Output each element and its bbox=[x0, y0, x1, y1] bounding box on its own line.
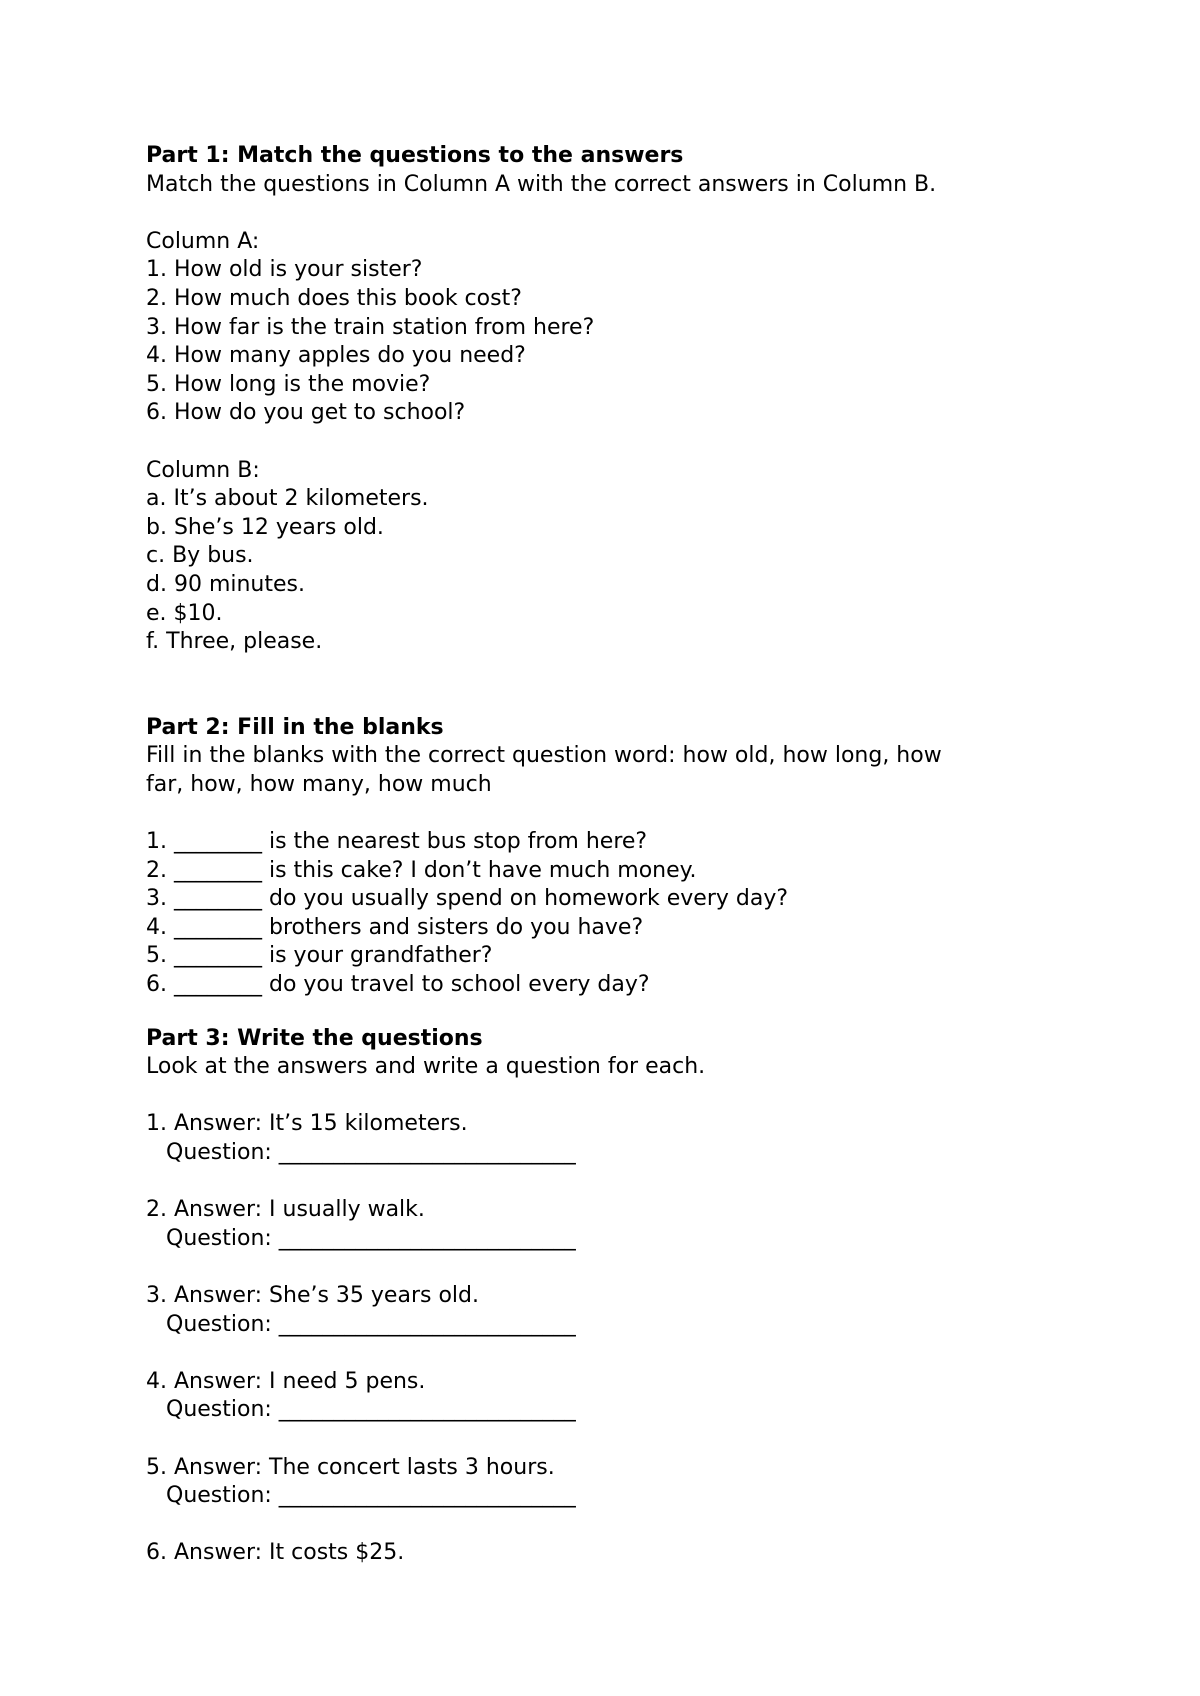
column-a-item: 4. How many apples do you need? bbox=[146, 343, 526, 369]
answer-item: 3. Answer: She’s 35 years old. bbox=[146, 1282, 479, 1308]
fill-blank-item: 2. ________ is this cake? I don’t have much money. bbox=[146, 857, 697, 883]
part2-instruction-line1: Fill in the blanks with the correct question word: how old, how long, how bbox=[146, 743, 942, 769]
part2-instruction-line2: far, how, how many, how much bbox=[146, 771, 492, 797]
blank-line bbox=[146, 199, 1066, 228]
blank-line bbox=[146, 1253, 1066, 1282]
column-b-item: a. It’s about 2 kilometers. bbox=[146, 486, 429, 512]
column-a-item: 2. How much does this book cost? bbox=[146, 285, 522, 311]
column-b-item: d. 90 minutes. bbox=[146, 571, 305, 597]
column-a-item: 1. How old is your sister? bbox=[146, 257, 423, 283]
column-a-item: 6. How do you get to school? bbox=[146, 400, 466, 426]
question-write-line: Question: ___________________________ bbox=[166, 1483, 576, 1509]
column-a-label: Column A: bbox=[146, 228, 260, 254]
answer-item: 4. Answer: I need 5 pens. bbox=[146, 1368, 426, 1394]
section-spacer bbox=[146, 657, 1066, 714]
fill-blank-item: 5. ________ is your grandfather? bbox=[146, 943, 493, 969]
part3-instruction: Look at the answers and write a question for each. bbox=[146, 1054, 706, 1080]
question-write-line: Question: ___________________________ bbox=[166, 1311, 576, 1337]
column-b-item: b. She’s 12 years old. bbox=[146, 514, 384, 540]
answer-item: 1. Answer: It’s 15 kilometers. bbox=[146, 1111, 468, 1137]
part1-title: Part 1: Match the questions to the answers bbox=[146, 143, 684, 168]
answer-item: 6. Answer: It costs $25. bbox=[146, 1540, 405, 1566]
blank-line bbox=[146, 1082, 1066, 1111]
fill-blank-item: 4. ________ brothers and sisters do you have? bbox=[146, 914, 644, 940]
column-b-item: e. $10. bbox=[146, 600, 223, 626]
blank-line bbox=[146, 1511, 1066, 1540]
answer-item: 2. Answer: I usually walk. bbox=[146, 1197, 425, 1223]
answer-item: 5. Answer: The concert lasts 3 hours. bbox=[146, 1454, 555, 1480]
blank-line bbox=[146, 428, 1066, 457]
column-b-item: c. By bus. bbox=[146, 543, 254, 569]
column-b-label: Column B: bbox=[146, 457, 260, 483]
question-write-line: Question: ___________________________ bbox=[166, 1225, 576, 1251]
part1-instruction: Match the questions in Column A with the correct answers in Column B. bbox=[146, 171, 937, 197]
column-b-item: f. Three, please. bbox=[146, 629, 323, 655]
column-a-item: 3. How far is the train station from here? bbox=[146, 314, 595, 340]
section-spacer bbox=[146, 1000, 1066, 1025]
part3-title: Part 3: Write the questions bbox=[146, 1025, 483, 1051]
question-write-line: Question: ___________________________ bbox=[166, 1140, 576, 1165]
part2-title: Part 2: Fill in the blanks bbox=[146, 714, 444, 740]
blank-line bbox=[146, 1339, 1066, 1368]
fill-blank-item: 1. ________ is the nearest bus stop from here? bbox=[146, 829, 648, 855]
blank-line bbox=[146, 1425, 1066, 1454]
blank-line bbox=[146, 1168, 1066, 1197]
question-write-line: Question: ___________________________ bbox=[166, 1397, 576, 1423]
worksheet-page bbox=[146, 142, 1066, 1568]
blank-line bbox=[146, 799, 1066, 828]
fill-blank-item: 6. ________ do you travel to school every day? bbox=[146, 972, 650, 998]
fill-blank-item: 3. ________ do you usually spend on homework every day? bbox=[146, 886, 789, 912]
column-a-item: 5. How long is the movie? bbox=[146, 371, 431, 397]
